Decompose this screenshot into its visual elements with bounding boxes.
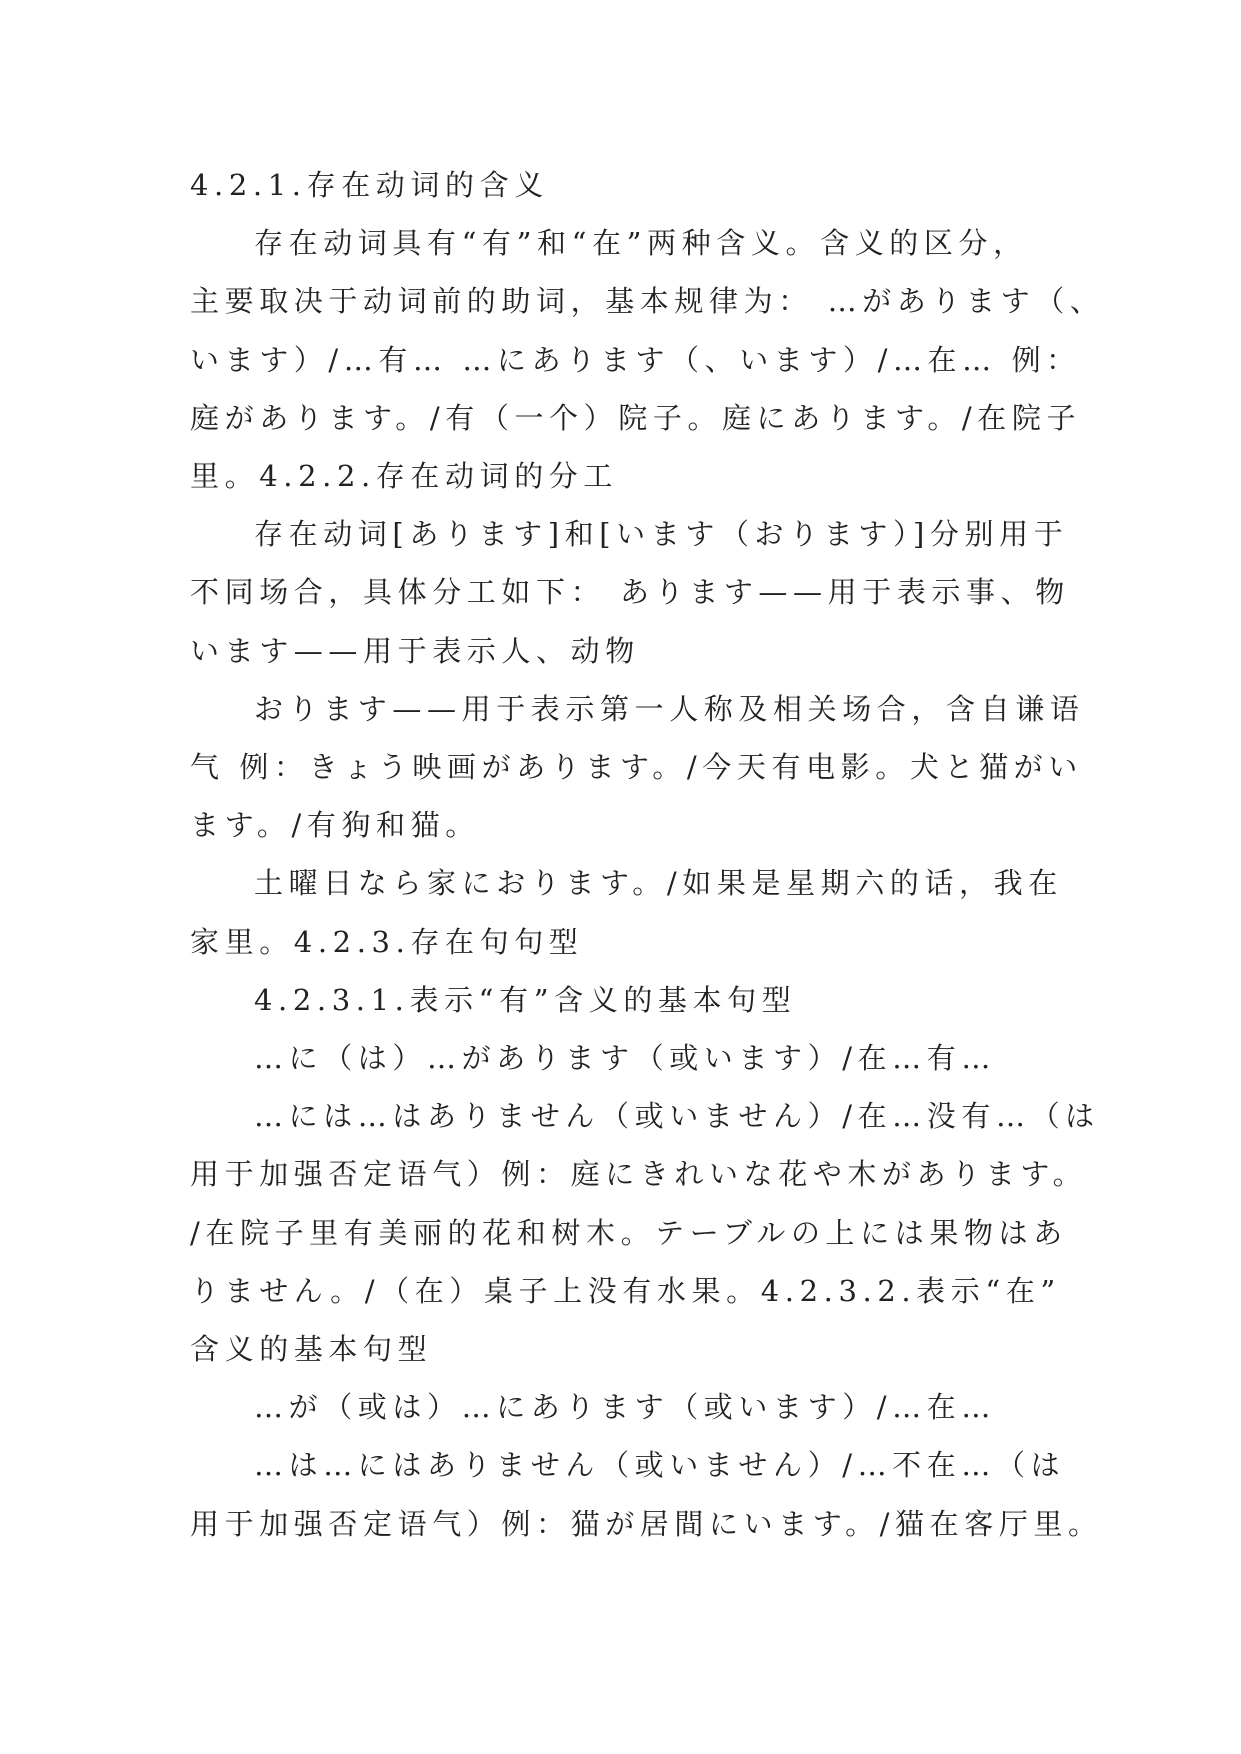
subsection-heading-4-2-3-1: 4.2.3.1.表示“有”含义的基本句型 <box>254 982 797 1017</box>
pattern-line: …は…にはありません（或いません）/…不在…（は <box>254 1448 1066 1483</box>
text-line: 庭があります。/有（一个）院子。庭にあります。/在院子 <box>190 400 1082 435</box>
pattern-line: …に（は）…があります（或います）/在…有… <box>254 1041 996 1076</box>
pattern-line: …には…はありません（或いません）/在…没有…（は <box>254 1099 1100 1134</box>
section-heading-4-2-1: 4.2.1.存在动词的含义 <box>190 168 549 202</box>
text-line: 用于加强否定语气）例：庭にきれいな花や木があります。 <box>190 1157 1088 1192</box>
text-line: 气 例：きょう映画があります。/今天有电影。犬と猫がい <box>190 750 1083 785</box>
text-line: います）/…有… …にあります（、います）/…在… 例： <box>190 342 1081 377</box>
text-line: 主要取决于动词前的助词，基本规律为： …があります（、 <box>190 284 1105 319</box>
text-line: おります——用于表示第一人称及相关场合，含自谦语 <box>254 691 1085 726</box>
text-line: 存在动词具有“有”和“在”两种含义。含义的区分， <box>254 226 1028 261</box>
pattern-line: …が（或は）…にあります（或います）/…在… <box>254 1390 996 1425</box>
document-body <box>190 156 1105 1553</box>
text-line: 土曜日なら家におります。/如果是星期六的话，我在 <box>254 866 1063 901</box>
text-line: 家里。4.2.3.存在句句型 <box>190 924 584 959</box>
text-line: 里。4.2.2.存在动词的分工 <box>190 459 619 494</box>
text-line: /在院子里有美丽的花和树木。テーブルの上には果物はあ <box>190 1215 1068 1250</box>
text-line: 存在动词[あります]和[います（おります）]分别用于 <box>254 517 1069 552</box>
text-line: 用于加强否定语气）例：猫が居間にいます。/猫在客厅里。 <box>190 1506 1103 1541</box>
text-line: います——用于表示人、动物 <box>190 633 640 668</box>
text-line: 含义的基本句型 <box>190 1332 433 1367</box>
text-line: ます。/有狗和猫。 <box>190 808 480 843</box>
text-line: 不同场合，具体分工如下： あります——用于表示事、物 <box>190 575 1070 610</box>
text-line: りません。/（在）桌子上没有水果。4.2.3.2.表示“在” <box>190 1273 1061 1308</box>
